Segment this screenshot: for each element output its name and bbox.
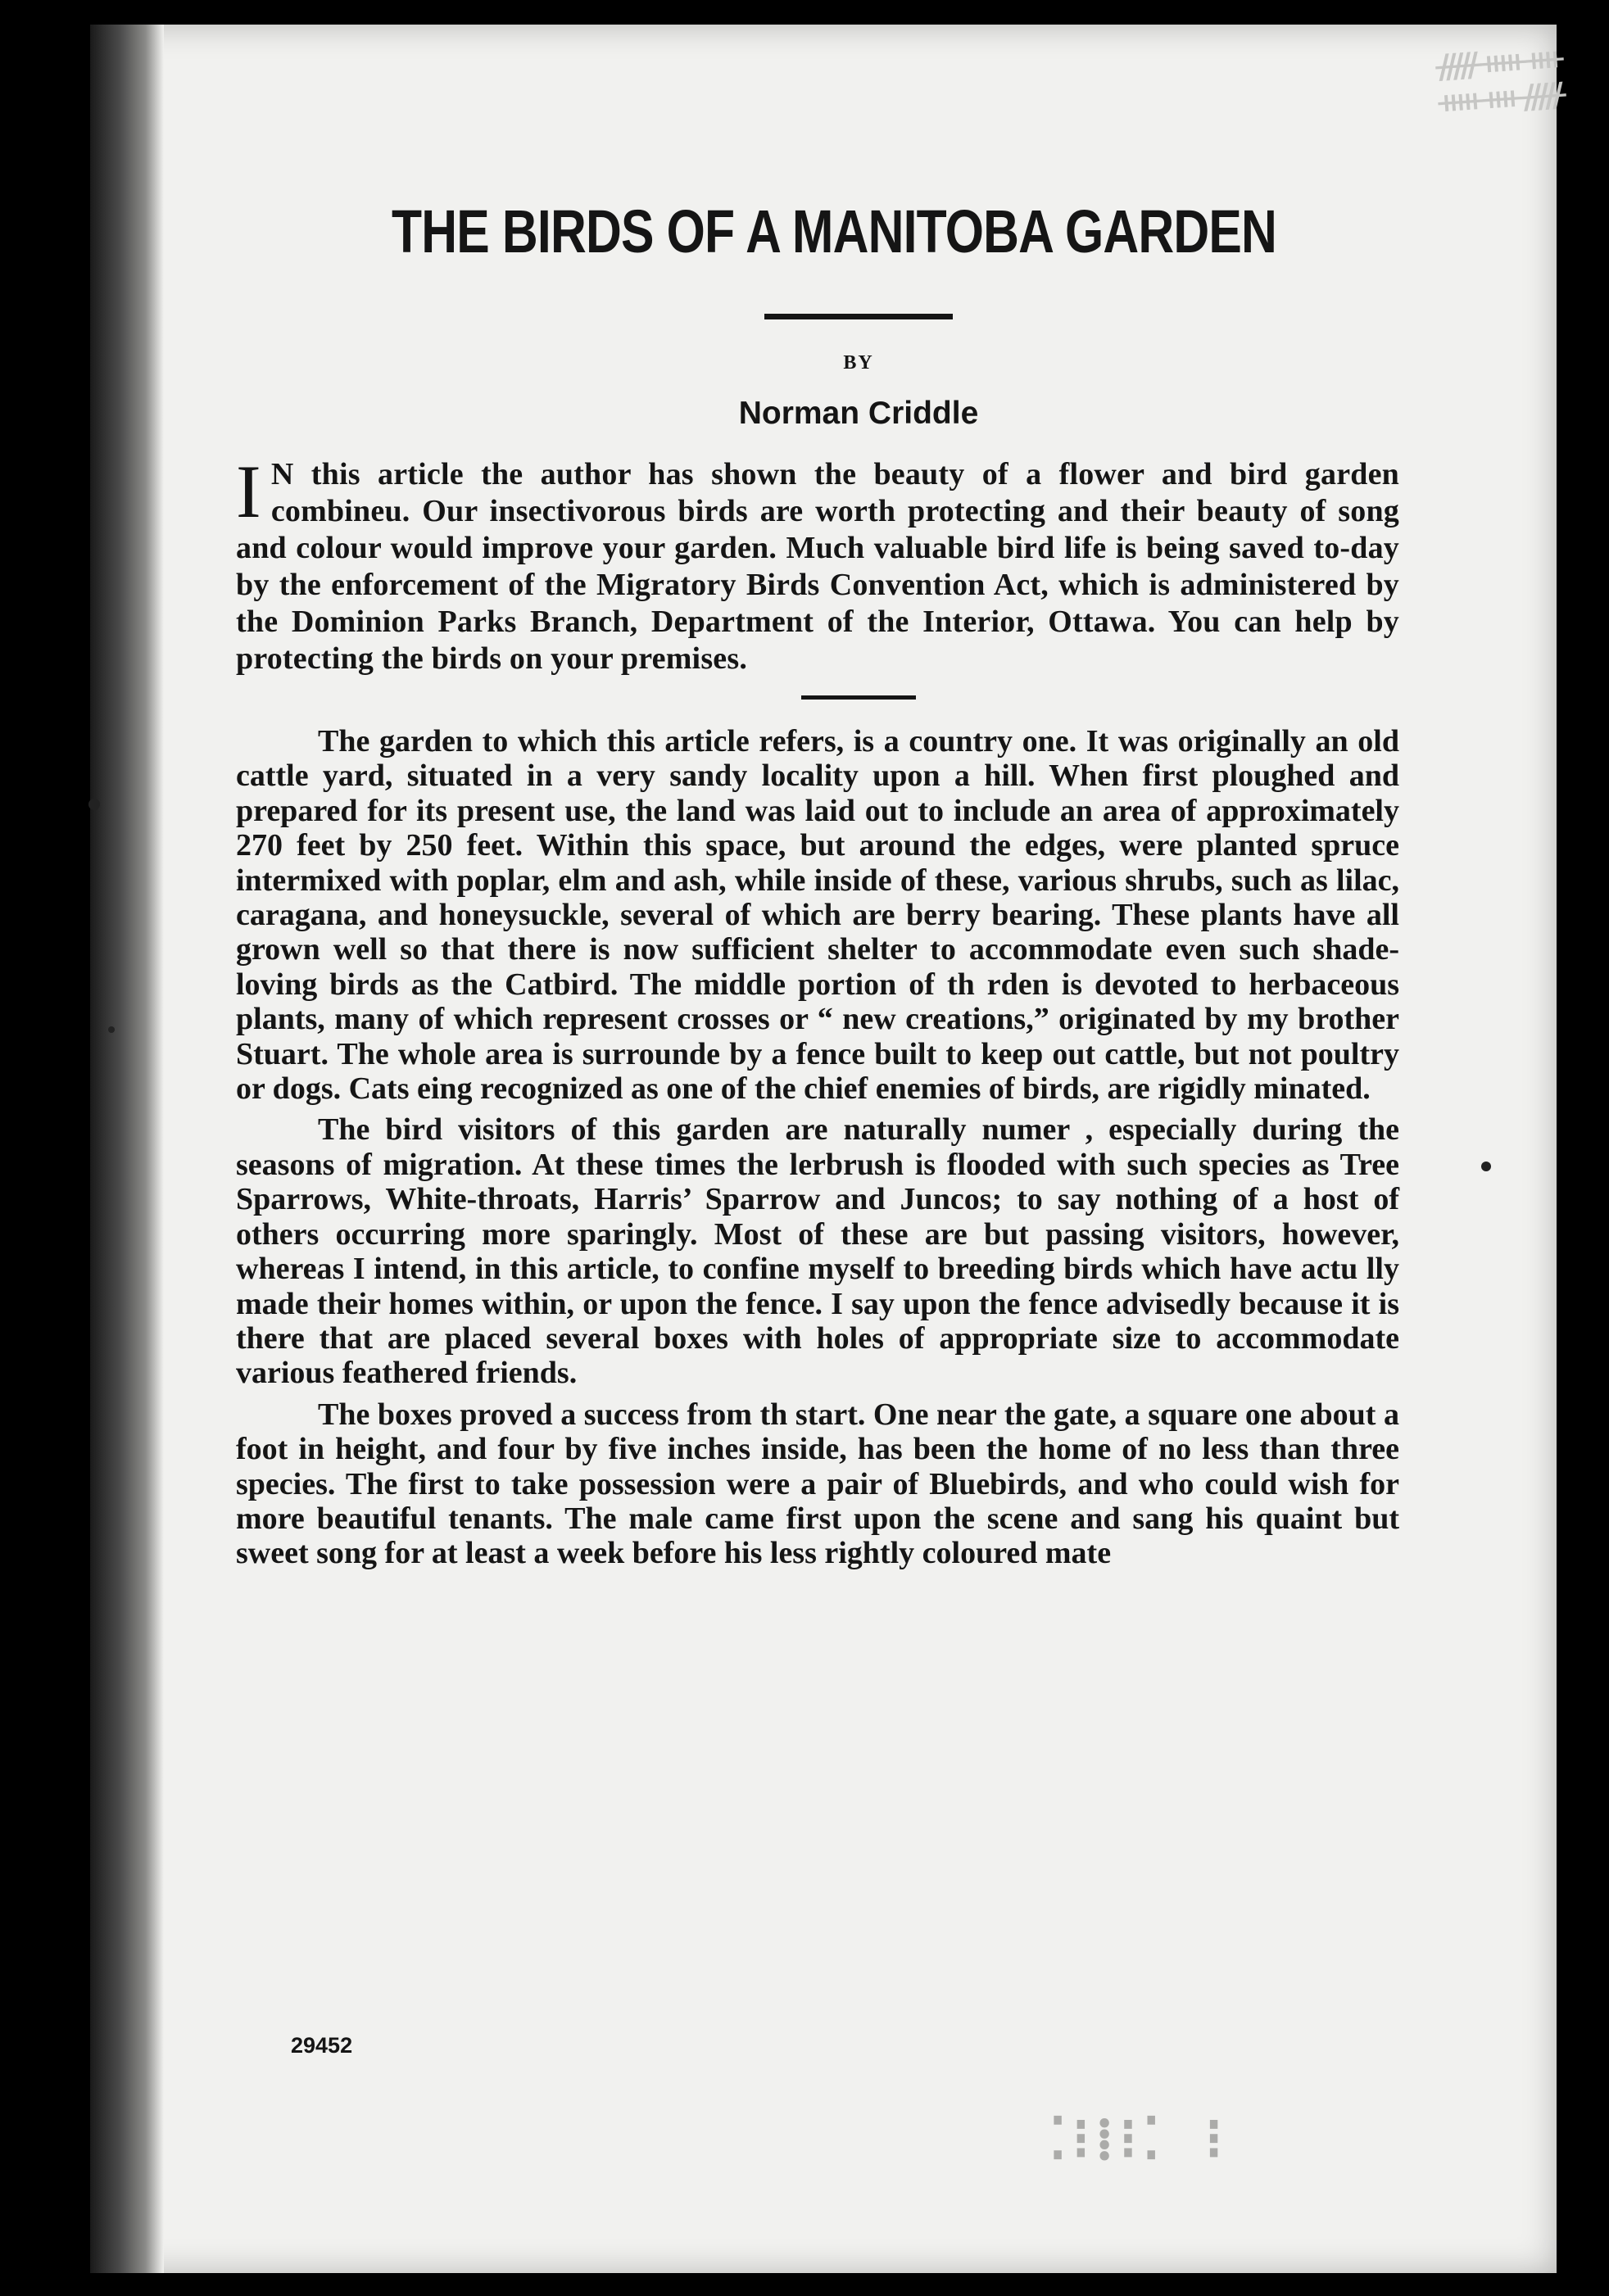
body-paragraph: The garden to which this article refers, is a country one. It was originally an old cattle yard, situated in a very sandy locality upon a hill. When first ploughed and prepared for its present use, the land was laid out to include an area of approximately 270 feet by 250 feet. Within this space, but around the edges, were planted spruce intermixed with poplar, elm and ash, while inside of these, various shrubs, such as lilac, caragana, and honeysuckle, several of which are berry bearing. These plants have all grown well so that there is now sufficient shelter to accommodate even such shade-loving birds as the Catbird. The middle portion of th rden is devoted to herbaceous plants, many of which represent crosses or “ new creations,” originated by my brother Stuart. The whole area is surrounde by a fence built to keep out cattle, but not poultry or dogs. Cats eing recognized as one of the chief enemies of birds, are rigidly minated. — [236, 724, 1399, 1107]
body-paragraph: The boxes proved a success from th start. One near the gate, a square one about a foot in height, and four by five inches inside, has been the home of no less than three species. The first to take possession were a pair of Bluebirds, and who could wish for more beautiful tenants. The male came first upon the scene and sang his quaint but sweet song for at least a week before his less rightly coloured mate — [236, 1397, 1399, 1571]
article-body — [236, 724, 1399, 1571]
page-footer-number: 29452 — [291, 2033, 353, 2058]
title-rule — [764, 314, 953, 319]
binding-shadow — [90, 25, 164, 2273]
archive-pencil-mark: ᚏᚔᚓ ᚔᚓᚏ — [1435, 38, 1567, 121]
body-paragraph: The bird visitors of this garden are naturally numer , especially during the seasons of migration. At these times the lerbrush is flooded with such species as Tree Sparrows, White-throats, Harris’ Sparrow and Juncos; to say nothing of a host of others occurring more sparingly. Most of these are but passing visitors, however, whereas I intend, in this article, to confine myself to breeding birds which have actu lly made their homes within, or upon the fence. I say upon the fence advisedly because it is there that are placed several boxes with holes of appropriate size to accommodate various feathered friends. — [236, 1112, 1399, 1391]
byline-label: BY — [843, 352, 874, 374]
dust-speck — [1481, 1162, 1491, 1171]
article — [236, 197, 1399, 1571]
dust-speck — [88, 799, 100, 810]
intro-paragraph — [236, 450, 1399, 677]
faded-stamp-mark: ⁚⁝⁞⁝⁚ ⁝ — [1049, 2105, 1228, 2172]
author-name: Norman Criddle — [738, 396, 979, 431]
intro-text: N this article the author has shown the beauty of a flower and bird garden combineu. Our insectivorous birds are worth protecting and their beauty of song and colour would improve your garden. Much valuable bird life is being saved to-day by the enforcement of the Migratory Birds Convention Act, which is administered by the Dominion Parks Branch, Department of the Interior, Ottawa. You can help by protecting the birds on your premises. — [236, 457, 1399, 676]
section-rule — [801, 695, 916, 700]
article-title: THE BIRDS OF A MANITOBA GARDEN — [391, 197, 1276, 265]
drop-cap: I — [236, 450, 261, 533]
dust-speck — [108, 1026, 115, 1033]
